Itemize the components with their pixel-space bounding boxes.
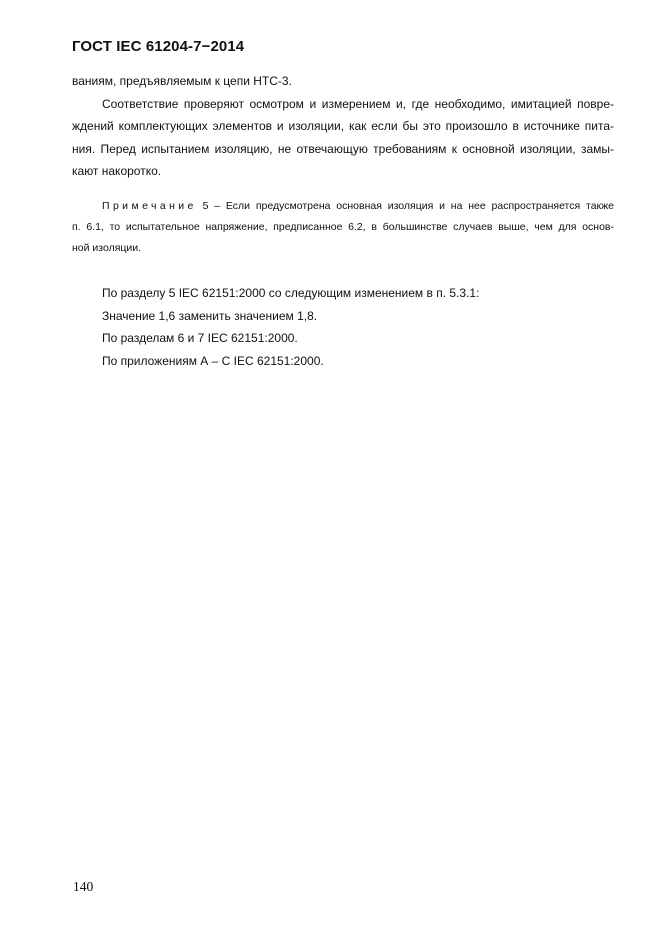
list-item: По разделу 5 IEC 62151:2000 со следующим изменением в п. 5.3.1: bbox=[102, 286, 480, 300]
note-line: п. 6.1, то испытательное напряжение, предписанное 6.2, в большинстве случаев выше, чем для основ- bbox=[72, 221, 614, 233]
body-paragraphs bbox=[72, 70, 614, 183]
list-item: Значение 1,6 заменить значением 1,8. bbox=[102, 308, 318, 323]
note-text: 5 – Если предусмотрена основная изоляция и на нее распространяется также bbox=[196, 200, 614, 212]
paragraph-line: ния. Перед испытанием изоляцию, не отвечающую требованиям к основной изоляции, замы- bbox=[72, 141, 614, 156]
list-item: По приложениям А – С IEC 62151:2000. bbox=[102, 353, 324, 368]
document-header-title: ГОСТ IEC 61204-7−2014 bbox=[72, 38, 245, 55]
note-label: Примечание bbox=[102, 200, 197, 212]
note-line: ной изоляции. bbox=[72, 242, 142, 254]
paragraph-line: Соответствие проверяют осмотром и измерением и, где необходимо, имитацией повре- bbox=[102, 96, 614, 111]
paragraph-line: кают накоротко. bbox=[72, 164, 162, 178]
page-number: 140 bbox=[73, 879, 94, 894]
reference-list bbox=[102, 282, 479, 372]
note-block bbox=[72, 196, 614, 259]
note-line bbox=[72, 196, 614, 217]
list-item: По разделам 6 и 7 IEC 62151:2000. bbox=[102, 331, 298, 345]
paragraph-line: ждений комплектующих элементов и изоляции, как если бы это произошло в источнике пита- bbox=[72, 119, 614, 133]
continuation-line: ваниям, предъявляемым к цепи НТС-3. bbox=[72, 74, 292, 88]
